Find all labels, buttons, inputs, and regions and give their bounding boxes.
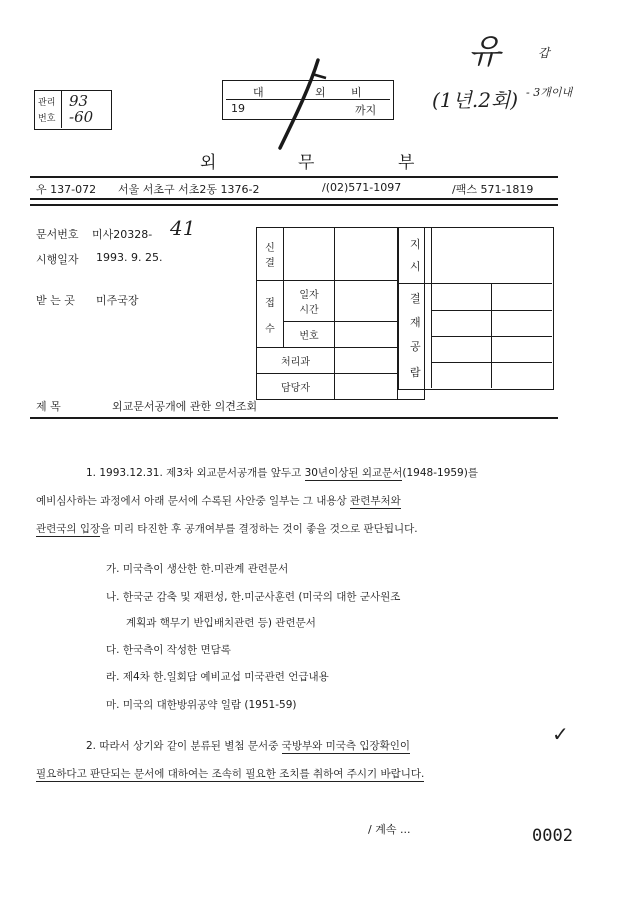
classification-char-3: 비 (351, 86, 362, 99)
recipient-label: 받 는 곳 (36, 294, 75, 307)
subject-rule (30, 417, 558, 419)
list-item-ma: 마. 미국의 대한방위공약 일람 (1951-59) (106, 699, 297, 711)
recipient-value: 미주국장 (96, 294, 139, 307)
issue-date-value: 1993. 9. 25. (96, 251, 163, 264)
phone-number: /(02)571-1097 (322, 181, 402, 194)
management-number-box (34, 90, 112, 130)
para2-line1: 2. 따라서 상기와 같이 분류된 별첨 문서중 국방부와 미국측 입장확인이 (86, 740, 411, 752)
ministry-title-char-2: 무 (298, 153, 317, 173)
postal-code: 우 137-072 (36, 183, 97, 196)
handwritten-check-mark: ✓ (552, 722, 569, 746)
issue-date-label: 시행일자 (36, 253, 79, 266)
form-label-ram: 람 (410, 366, 421, 379)
form-cell-processing-dept-label: 처리과 (257, 348, 335, 374)
fax-number: /팩스 571-1819 (452, 183, 534, 196)
underlined-related-ministries: 관련부처와 (350, 495, 401, 507)
address-top-rule (30, 176, 558, 178)
para1-line1: 1. 1993.12.31. 제3차 외교문서공개를 앞두고 30년이상된 외교문서(1948-1959)를 (86, 467, 478, 479)
form-cell-blank-1 (284, 228, 335, 281)
para2-line2 (36, 766, 424, 781)
classification-year: 19 (231, 102, 245, 115)
list-item-da: 다. 한국측이 작성한 면담록 (106, 644, 231, 656)
doc-number-value: 미사20328- (92, 228, 153, 241)
classification-char-1: 대 (253, 86, 264, 99)
form-label-jae: 재 (410, 316, 421, 329)
underlined-defense-ministry: 국방부와 미국측 입장확인이 (281, 740, 411, 752)
form-cell-date-time-label: 일자 시간 (284, 281, 335, 322)
list-item-ga: 가. 미국측이 생산한 한.미관계 관련문서 (106, 563, 289, 575)
underlined-request: 필요하다고 판단되는 문서에 대하여는 조속히 필요한 조치를 취하여 주시기 바랍니다. (36, 768, 425, 780)
list-item-ra: 라. 제4차 한.일회담 예비교섭 미국관련 언급내용 (106, 671, 329, 683)
handwritten-slash-mark (240, 56, 350, 156)
form-cell-sin: 신 결 (257, 228, 284, 281)
list-item-na: 나. 한국군 감축 및 재편성, 한.미군사훈련 (미국의 대한 군사원조 (106, 591, 401, 603)
form-cell-processing-dept-value (335, 348, 398, 374)
classification-char-2: 외 (315, 86, 326, 99)
para1-line2: 예비심사하는 과정에서 아래 문서에 수록된 사안중 일부는 그 내용상 관련부처와 (36, 495, 401, 507)
form-cell-officer-value (335, 374, 398, 400)
form-label-ji: 지 (410, 238, 421, 251)
subject-label: 제 목 (36, 400, 61, 413)
instruction-approval-block (398, 227, 554, 390)
underlined-30yr-docs: 30년이상된 외교문서 (304, 467, 403, 479)
management-number-2: -60 (69, 108, 94, 126)
management-label-1: 관리 (38, 98, 56, 108)
form-cell-date-time-value (335, 281, 398, 322)
continued-note: / 계속 ... (368, 823, 411, 836)
form-cell-jeopsu: 접 수 (257, 281, 284, 348)
street-address: 서울 서초구 서초2동 1376-2 (118, 183, 260, 196)
underlined-country-position: 관련국의 입장 (36, 523, 101, 535)
form-cell-officer-label: 담당자 (257, 374, 335, 400)
form-cell-number-label: 번호 (284, 322, 335, 348)
doc-number-label: 문서번호 (36, 228, 79, 241)
handwritten-limit-note: - 3개이내 (526, 86, 573, 99)
management-label-2: 번호 (38, 114, 56, 124)
subject-value: 외교문서공개에 관한 의견조회 (112, 400, 258, 413)
handwritten-retention-mark: 유 (468, 32, 501, 72)
management-number-1: 93 (69, 92, 89, 110)
page-number: 0002 (532, 826, 573, 846)
address-bottom-rule (30, 198, 558, 206)
form-label-si: 시 (410, 260, 421, 273)
list-item-na-cont: 계획과 핵무기 반입배치관련 등) 관련문서 (126, 617, 316, 629)
form-label-gyeol: 결 (410, 292, 421, 305)
form-label-gong: 공 (410, 340, 421, 353)
ministry-title-char-3: 부 (398, 153, 417, 173)
para1-line3: 관련국의 입장을 미리 타진한 후 공개여부를 결정하는 것이 좋을 것으로 판단됩니다. (36, 523, 418, 535)
handwritten-small-note: 갑 (538, 46, 550, 60)
ministry-title-char-1: 외 (200, 153, 219, 173)
classification-until: 까지 (355, 104, 377, 117)
form-cell-number-value (335, 322, 398, 348)
form-cell-blank-2 (335, 228, 398, 281)
handwritten-period-note: (1년.2회) (432, 88, 519, 112)
doc-number-handwritten: 41 (170, 216, 196, 240)
